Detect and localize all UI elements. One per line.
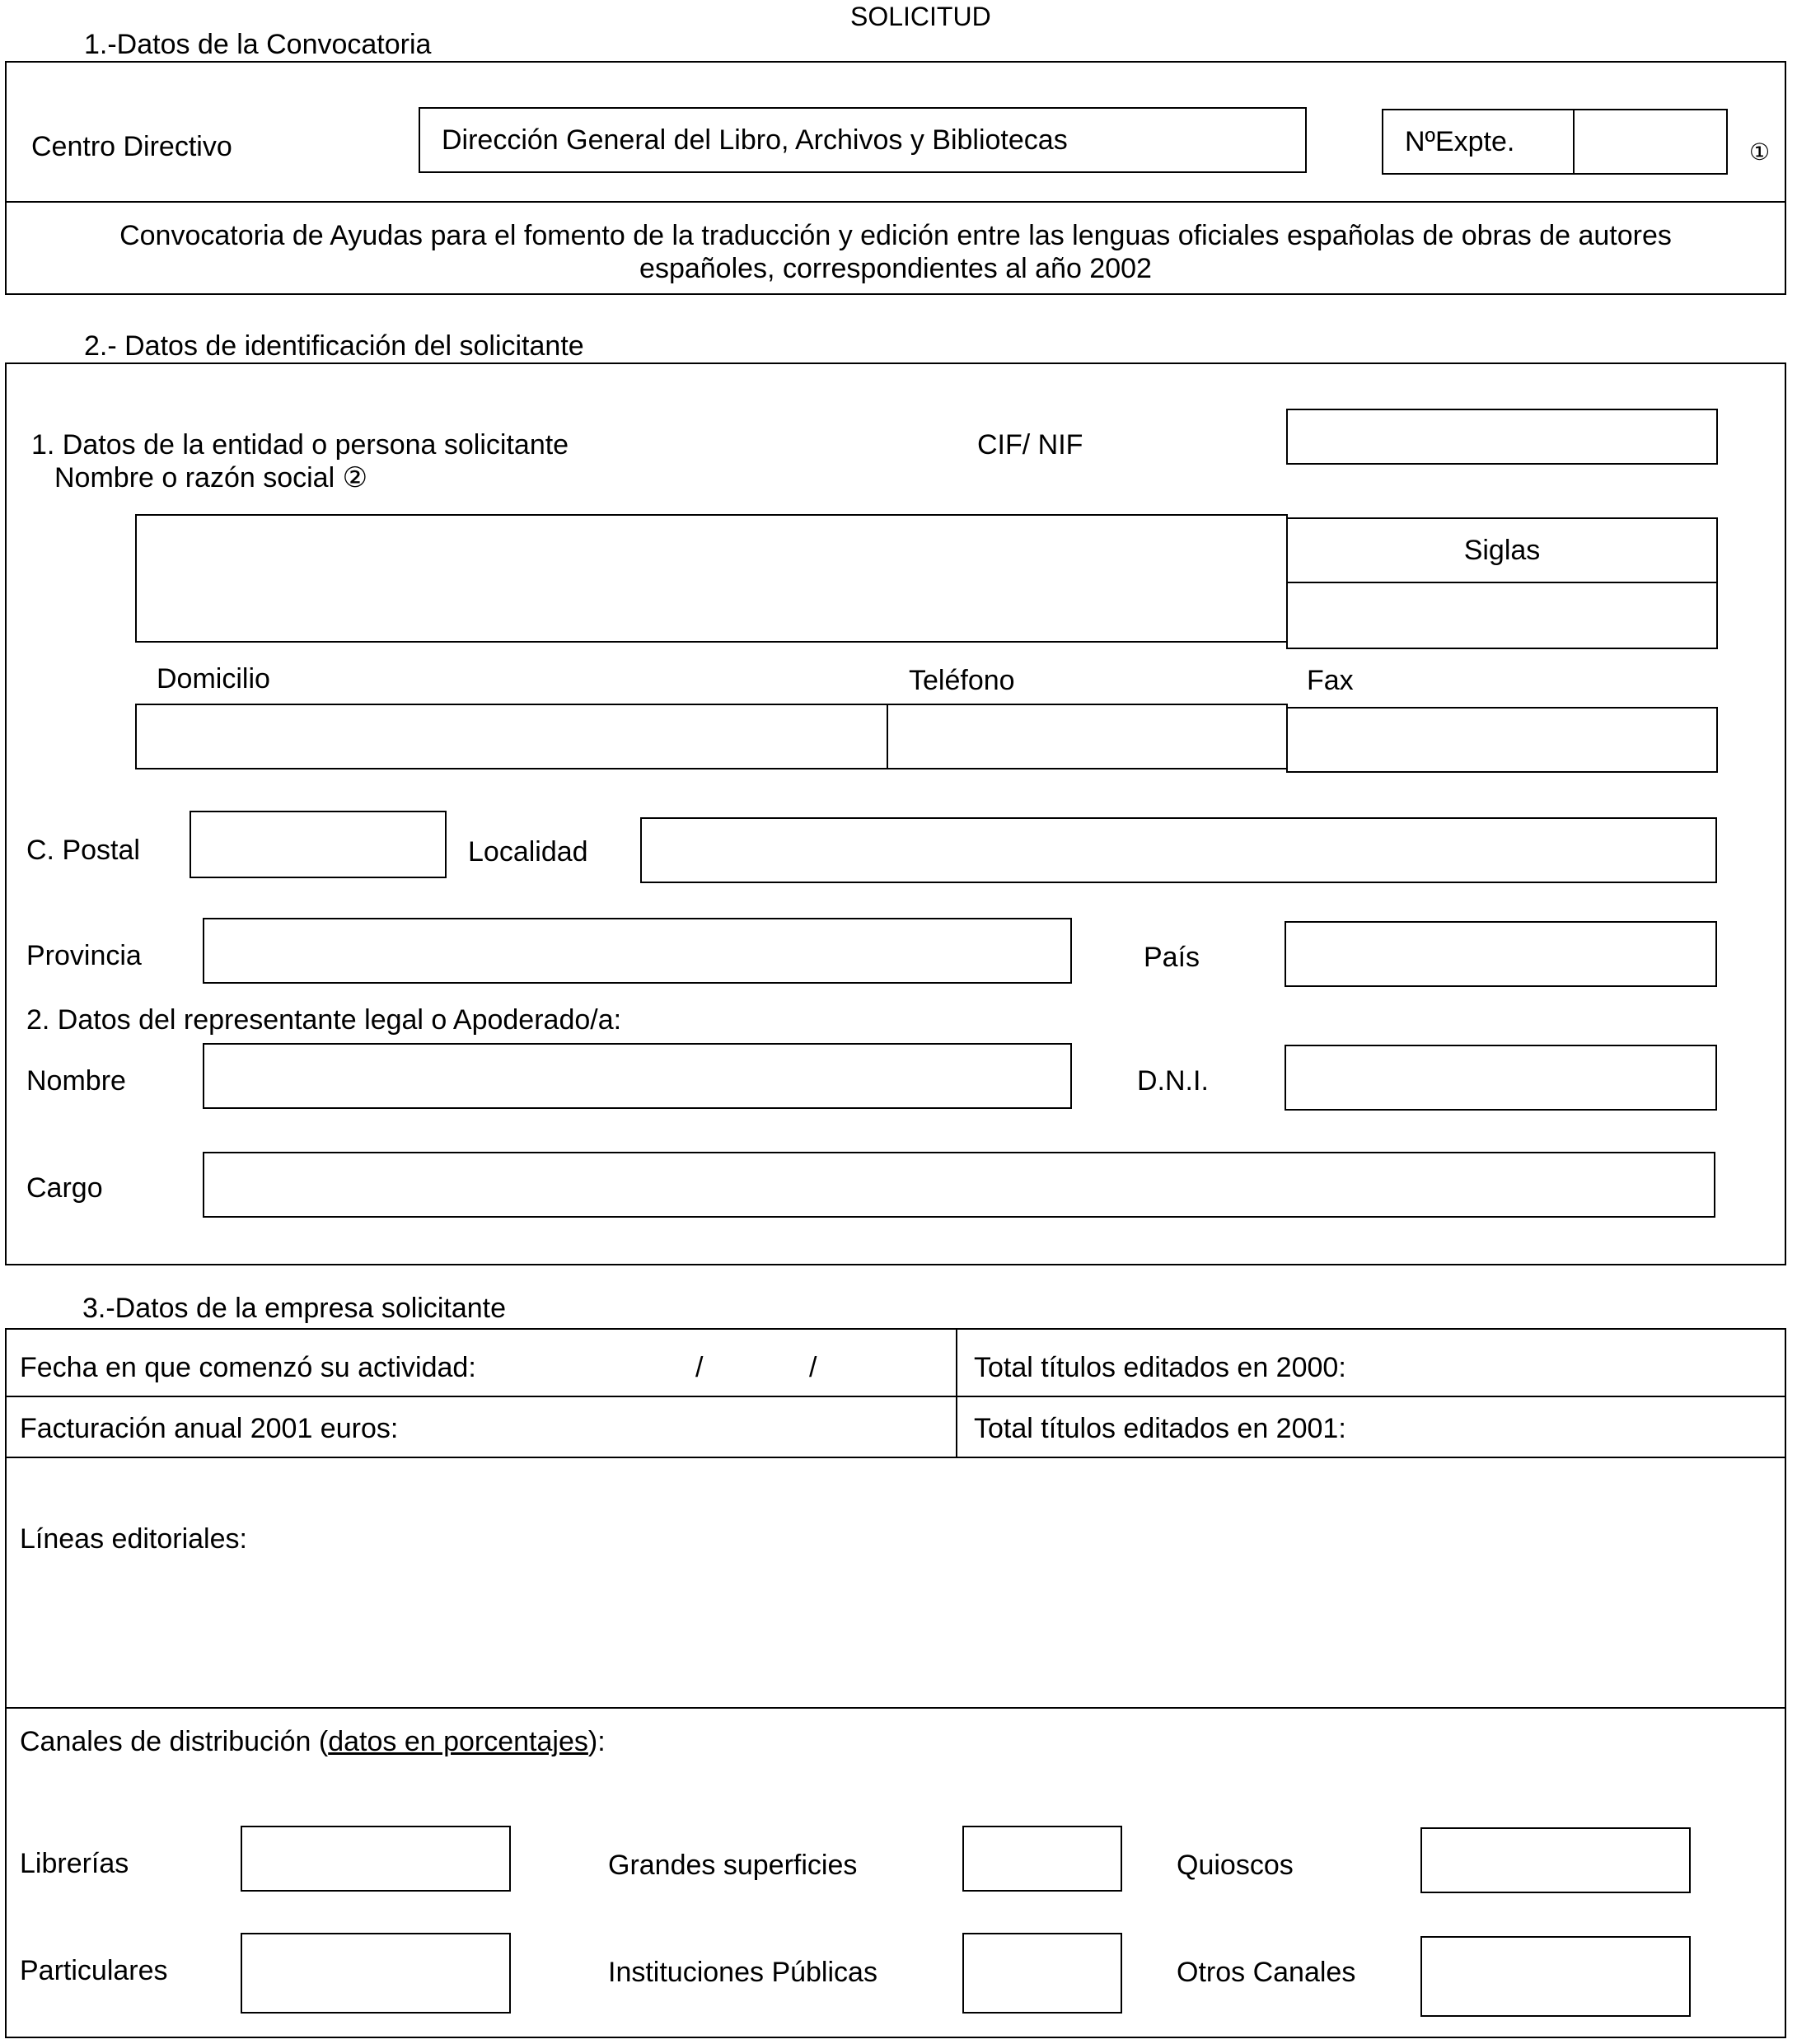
cargo-input[interactable] bbox=[203, 1152, 1715, 1218]
domicilio-label: Domicilio bbox=[157, 663, 270, 695]
dni-label: D.N.I. bbox=[1137, 1065, 1209, 1097]
telefono-label: Teléfono bbox=[909, 665, 1015, 696]
expte-label: NºExpte. bbox=[1405, 126, 1515, 157]
localidad-input[interactable] bbox=[640, 817, 1717, 883]
provincia-label: Provincia bbox=[26, 940, 142, 971]
sub2-title: 2. Datos del representante legal o Apoderado/a: bbox=[26, 1004, 622, 1036]
sub1-title: 1. Datos de la entidad o persona solicitante bbox=[31, 429, 569, 461]
siglas-label: Siglas bbox=[1463, 535, 1541, 566]
section3-row-divider-1 bbox=[5, 1396, 1786, 1397]
cif-label: CIF/ NIF bbox=[977, 429, 1083, 461]
particulares-input[interactable] bbox=[241, 1933, 511, 2014]
total2001-label: Total títulos editados en 2001: bbox=[974, 1413, 1346, 1444]
canales-link: datos en porcentajes bbox=[328, 1726, 588, 1757]
domicilio-input[interactable] bbox=[135, 704, 888, 769]
fax-input[interactable] bbox=[1286, 707, 1718, 773]
librerias-label: Librerías bbox=[20, 1848, 129, 1879]
expte-input[interactable] bbox=[1573, 110, 1726, 173]
section3-title: 3.-Datos de la empresa solicitante bbox=[82, 1293, 507, 1324]
pais-input[interactable] bbox=[1285, 921, 1717, 987]
librerias-input[interactable] bbox=[241, 1826, 511, 1892]
pais-label: País bbox=[1144, 942, 1200, 973]
nombre-razon-input[interactable] bbox=[135, 514, 1288, 643]
date-separator-1: / bbox=[695, 1352, 704, 1383]
fax-label: Fax bbox=[1307, 665, 1354, 696]
canales-label bbox=[20, 1725, 606, 1758]
total2000-label: Total títulos editados en 2000: bbox=[974, 1352, 1346, 1383]
section1-divider bbox=[5, 201, 1786, 203]
nombre-input[interactable] bbox=[203, 1043, 1072, 1109]
quioscos-input[interactable] bbox=[1420, 1827, 1691, 1893]
cif-input[interactable] bbox=[1286, 409, 1718, 465]
section1-title: 1.-Datos de la Convocatoria bbox=[84, 29, 432, 60]
convocatoria-line2: españoles, correspondientes al año 2002 bbox=[639, 253, 1152, 284]
particulares-label: Particulares bbox=[20, 1955, 168, 1986]
note-mark-1: ① bbox=[1749, 139, 1771, 165]
otros-input[interactable] bbox=[1420, 1936, 1691, 2017]
facturacion-label: Facturación anual 2001 euros: bbox=[20, 1413, 399, 1444]
grandes-input[interactable] bbox=[962, 1826, 1122, 1892]
instituciones-label: Instituciones Públicas bbox=[608, 1957, 877, 1988]
canales-post: ): bbox=[587, 1726, 606, 1757]
date-separator-2: / bbox=[809, 1352, 817, 1383]
cargo-label: Cargo bbox=[26, 1172, 103, 1204]
section2-title: 2.- Datos de identificación del solicitante bbox=[84, 330, 584, 362]
siglas-header bbox=[1286, 517, 1718, 583]
localidad-label: Localidad bbox=[468, 836, 588, 868]
provincia-input[interactable] bbox=[203, 918, 1072, 984]
fecha-label: Fecha en que comenzó su actividad: bbox=[20, 1352, 476, 1383]
lineas-label: Líneas editoriales: bbox=[20, 1523, 247, 1555]
instituciones-input[interactable] bbox=[962, 1933, 1122, 2014]
cpostal-input[interactable] bbox=[190, 811, 447, 878]
page-title: SOLICITUD bbox=[850, 2, 991, 31]
canales-pre: Canales de distribución ( bbox=[20, 1726, 329, 1757]
centro-directivo-label: Centro Directivo bbox=[31, 131, 232, 162]
section3-col-divider bbox=[956, 1328, 957, 1457]
centro-directivo-field[interactable] bbox=[419, 107, 1307, 173]
section3-row-divider-3 bbox=[5, 1707, 1786, 1709]
grandes-label: Grandes superficies bbox=[608, 1850, 858, 1881]
otros-label: Otros Canales bbox=[1177, 1957, 1356, 1988]
centro-directivo-value: Dirección General del Libro, Archivos y Bibliotecas bbox=[442, 124, 1068, 156]
convocatoria-line1: Convocatoria de Ayudas para el fomento de la traducción y edición entre las lenguas oficiales españolas de obras de autores bbox=[119, 220, 1672, 251]
nombre-label: Nombre bbox=[26, 1065, 126, 1097]
nombre-razon-label: Nombre o razón social ② bbox=[54, 462, 368, 493]
quioscos-label: Quioscos bbox=[1177, 1850, 1294, 1881]
telefono-input[interactable] bbox=[887, 704, 1288, 769]
dni-input[interactable] bbox=[1285, 1045, 1717, 1111]
siglas-input[interactable] bbox=[1286, 582, 1718, 649]
cpostal-label: C. Postal bbox=[26, 835, 140, 866]
section3-row-divider-2 bbox=[5, 1457, 1786, 1458]
